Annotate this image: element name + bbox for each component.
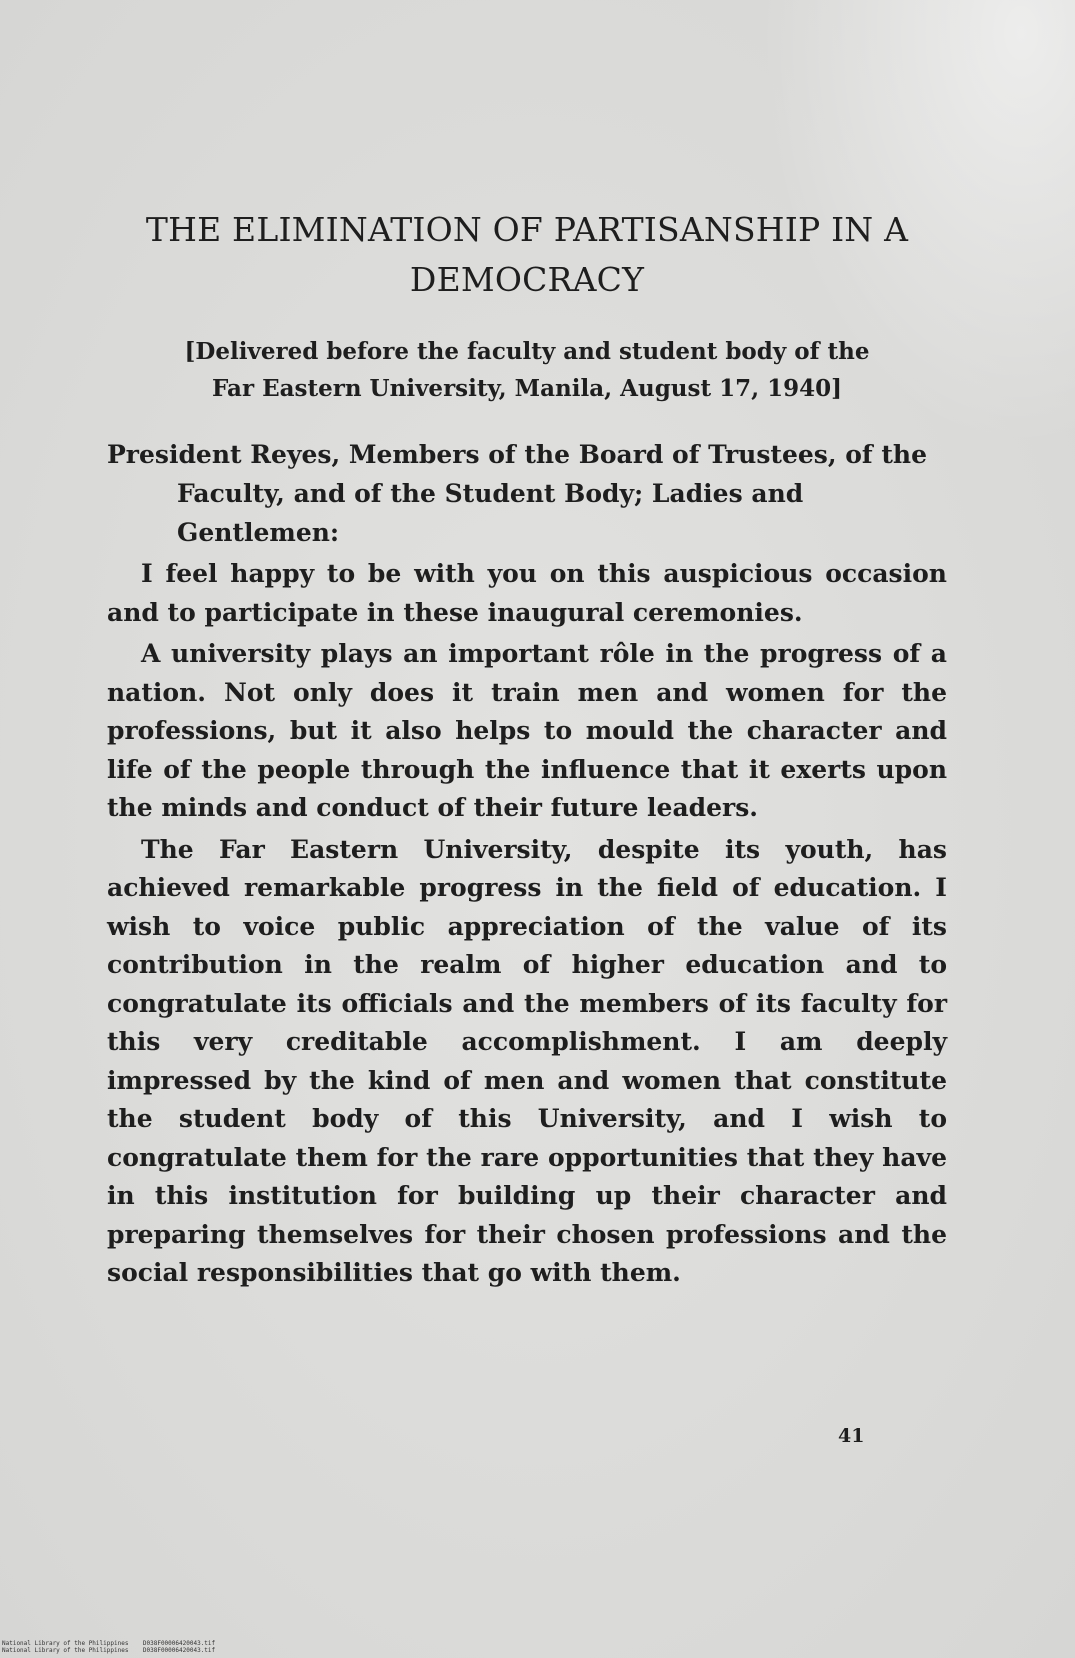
- footer-line-1: National Library of the Philippines D038F00006420043.tif: [2, 1640, 216, 1647]
- page-content: [107, 205, 947, 1293]
- footer-line-2: National Library of the Philippines D038F00006420043.tif: [2, 1647, 216, 1654]
- paragraph-university-role: A university plays an important rôle in the progress of a nation. Not only does it train men and women for the professions, but it also helps to mould the character and life of the people through the influence that it exerts upon the minds and conduct of their future leaders.: [107, 639, 947, 822]
- delivery-note-line-2: Far Eastern University, Manila, August 17, 1940]: [211, 375, 843, 402]
- salutation: President Reyes, Members of the Board of Trustees, of the Faculty, and of the Student Body; Ladies and Gentlemen:: [107, 440, 927, 547]
- delivery-note: [107, 333, 947, 407]
- page-number: 41: [838, 1425, 865, 1447]
- document-title: [107, 205, 947, 305]
- title-line-2: DEMOCRACY: [409, 260, 645, 299]
- paragraph-opening: I feel happy to be with you on this auspicious occasion and to participate in these inaugural ceremonies.: [107, 559, 947, 627]
- delivery-note-line-1: [Delivered before the faculty and student body of the: [184, 338, 870, 365]
- scan-footer: [2, 1640, 215, 1654]
- paragraph-feu-progress: The Far Eastern University, despite its youth, has achieved remarkable progress in the field of education. I wish to voice public appreciation of the value of its contribution in the realm of higher education and to congratulate its officials and the members of its faculty for this very creditable accomplishment. I am deeply impressed by the kind of men and women that constitute the student body of this University, and I wish to congratulate them for the rare opportunities that they have in this institution for building up their character and preparing themselves for their chosen professions and the social responsibilities that go with them.: [107, 834, 947, 1287]
- title-line-1: THE ELIMINATION OF PARTISANSHIP IN A: [145, 210, 909, 249]
